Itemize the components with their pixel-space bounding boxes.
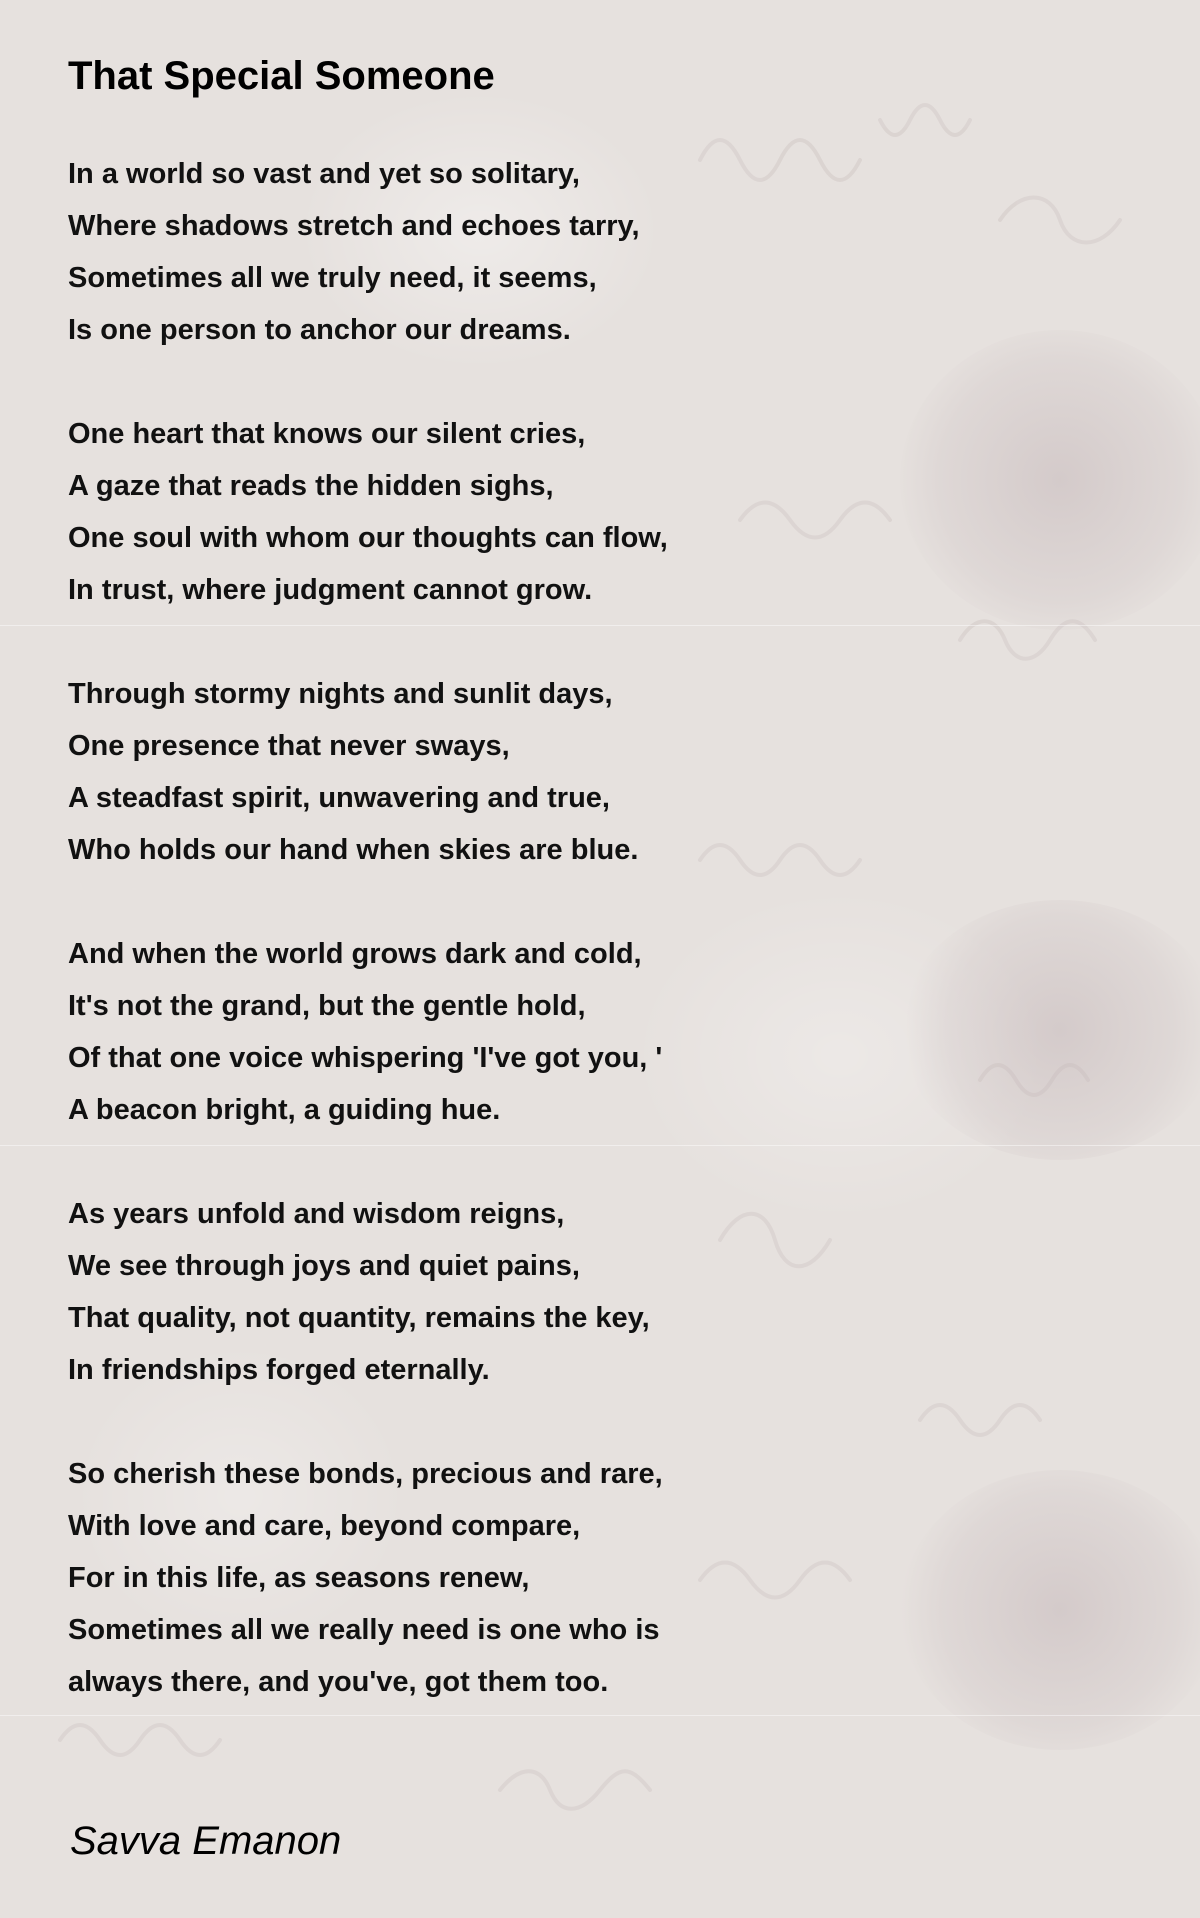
stanza xyxy=(68,1448,968,1708)
poem-line: With love and care, beyond compare, xyxy=(68,1510,581,1542)
poem-line: In a world so vast and yet so solitary, xyxy=(68,158,580,190)
poem-author: Savva Emanon xyxy=(70,1819,342,1863)
poem-line: Sometimes all we truly need, it seems, xyxy=(68,262,597,294)
poem-line: Sometimes all we really need is one who is xyxy=(68,1614,660,1646)
poem-line: One presence that never sways, xyxy=(68,730,510,762)
poem-line: always there, and you've, got them too. xyxy=(68,1666,609,1698)
poem-line: We see through joys and quiet pains, xyxy=(68,1250,580,1282)
stanza xyxy=(68,408,968,616)
poem-line: A beacon bright, a guiding hue. xyxy=(68,1094,501,1126)
poem-body xyxy=(68,148,968,1760)
poem-line: Through stormy nights and sunlit days, xyxy=(68,678,613,710)
poem-line: It's not the grand, but the gentle hold, xyxy=(68,990,586,1022)
poem-line: Where shadows stretch and echoes tarry, xyxy=(68,210,640,242)
poem-line: Of that one voice whispering 'I've got you, ' xyxy=(68,1042,663,1074)
poem-line: Who holds our hand when skies are blue. xyxy=(68,834,639,866)
poem-line: So cherish these bonds, precious and rare, xyxy=(68,1458,663,1490)
poem-line: One heart that knows our silent cries, xyxy=(68,418,586,450)
stanza xyxy=(68,928,968,1136)
poem-line: That quality, not quantity, remains the key, xyxy=(68,1302,650,1334)
poem-line: A steadfast spirit, unwavering and true, xyxy=(68,782,610,814)
poem-line: Is one person to anchor our dreams. xyxy=(68,314,571,346)
poem-line: For in this life, as seasons renew, xyxy=(68,1562,530,1594)
poem-line: In friendships forged eternally. xyxy=(68,1354,490,1386)
poem-line: One soul with whom our thoughts can flow, xyxy=(68,522,668,554)
poem-line: In trust, where judgment cannot grow. xyxy=(68,574,593,606)
poem-line: As years unfold and wisdom reigns, xyxy=(68,1198,565,1230)
poem-line: And when the world grows dark and cold, xyxy=(68,938,642,970)
stanza xyxy=(68,1188,968,1396)
poem-line: A gaze that reads the hidden sighs, xyxy=(68,470,554,502)
stanza xyxy=(68,148,968,356)
stanza xyxy=(68,668,968,876)
poem-title: That Special Someone xyxy=(68,54,495,98)
